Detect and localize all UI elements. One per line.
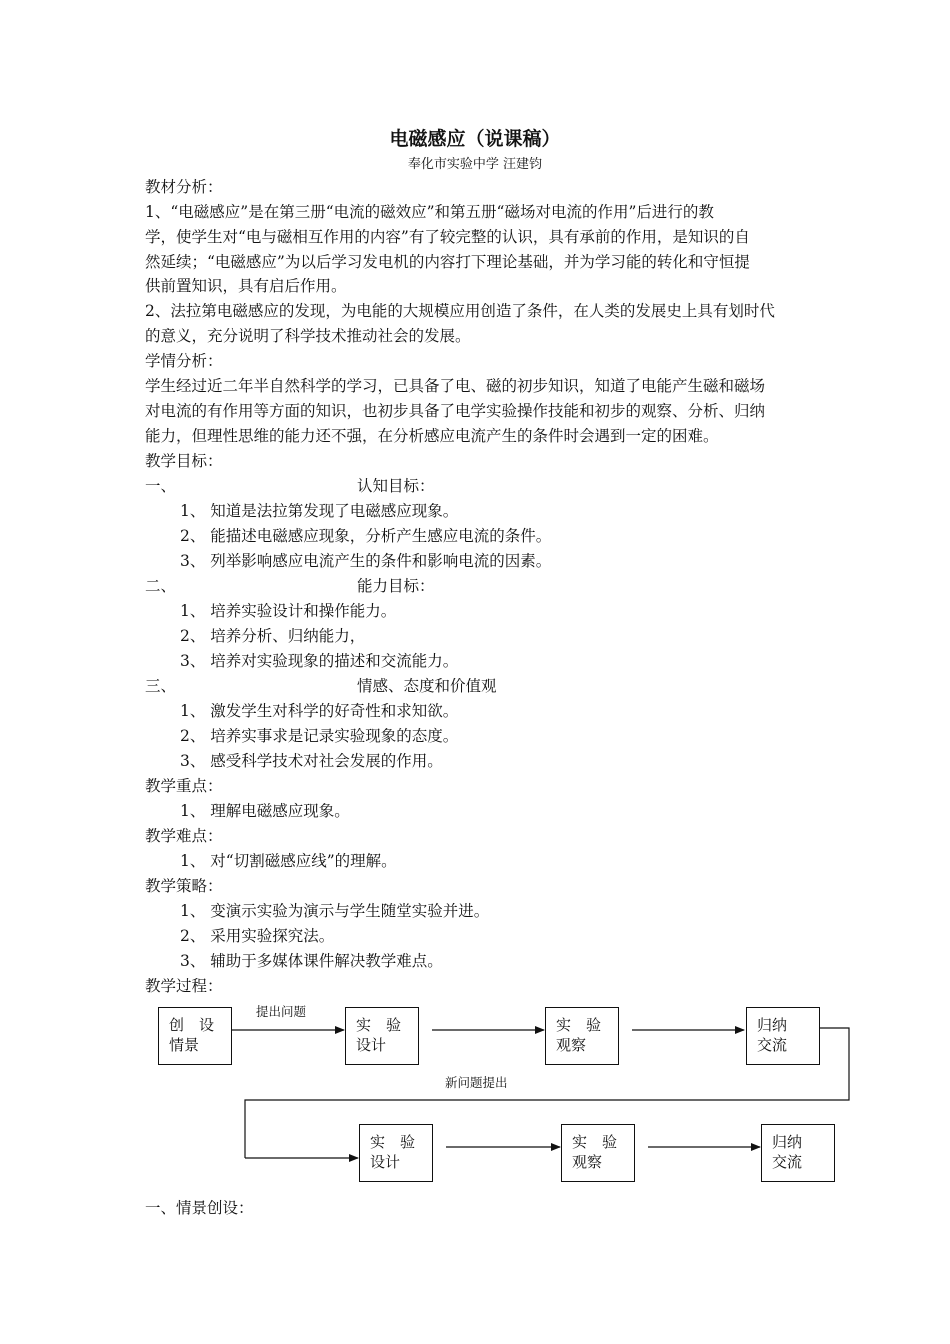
section-heading-students: 学情分析：	[145, 352, 223, 370]
paragraph-line: 2、法拉第电磁感应的发现，为电能的大规模应用创造了条件，在人类的发展史上具有划时代	[145, 302, 775, 320]
paragraph-line: 供前置知识，具有启后作用。	[145, 277, 347, 295]
flow-box-line: 实 验	[370, 1133, 416, 1151]
section-heading-analysis: 教材分析：	[145, 178, 223, 196]
flow-box-line: 交流	[757, 1036, 788, 1054]
section-heading-goals: 教学目标：	[145, 452, 223, 470]
list-item: 1、 激发学生对科学的好奇性和求知欲。	[180, 702, 459, 720]
list-item: 2、 采用实验探究法。	[180, 927, 335, 945]
flow-label-question: 提出问题	[256, 1004, 307, 1019]
flow-label-new-question: 新问题提出	[445, 1075, 508, 1090]
flow-box-line: 设计	[370, 1153, 401, 1171]
section-heading-keypoint: 教学重点：	[145, 777, 223, 795]
section-heading-process: 教学过程：	[145, 977, 223, 995]
flow-box-line: 实 验	[356, 1016, 402, 1034]
flow-box-line: 情景	[169, 1036, 200, 1054]
section-heading-strategy: 教学策略：	[145, 877, 223, 895]
paragraph-line: 学生经过近二年半自然科学的学习，已具备了电、磁的初步知识，知道了电能产生磁和磁场	[145, 377, 766, 395]
flow-box-line: 实 验	[556, 1016, 602, 1034]
flow-box-line: 交流	[772, 1153, 803, 1171]
flow-box-line: 归纳	[772, 1133, 803, 1151]
list-item: 3、 列举影响感应电流产生的条件和影响电流的因素。	[180, 552, 552, 570]
flow-box-experiment-design-2	[359, 1124, 433, 1182]
goal-group-title: 情感、态度和价值观	[357, 677, 497, 695]
list-item: 2、 能描述电磁感应现象，分析产生感应电流的条件。	[180, 527, 552, 545]
page-title: 电磁感应（说课稿）	[389, 128, 561, 150]
flow-box-experiment-observe-2	[561, 1124, 635, 1182]
list-item: 3、 培养对实验现象的描述和交流能力。	[180, 652, 459, 670]
list-item: 1、 对“切割磁感应线”的理解。	[180, 852, 397, 870]
flow-box-line: 设计	[356, 1036, 387, 1054]
goal-group-title: 能力目标：	[357, 577, 435, 595]
section-heading-difficulty: 教学难点：	[145, 827, 223, 845]
paragraph-line: 对电流的有作用等方面的知识，也初步具备了电学实验操作技能和初步的观察、分析、归纳	[145, 402, 766, 420]
list-item: 3、 感受科学技术对社会发展的作用。	[180, 752, 443, 770]
flow-box-line: 观察	[556, 1036, 587, 1054]
flow-box-experiment-design	[345, 1007, 419, 1065]
paragraph-line: 1、“电磁感应”是在第三册“电流的磁效应”和第五册“磁场对电流的作用”后进行的教	[145, 203, 714, 221]
flow-box-line: 创 设	[169, 1016, 215, 1034]
list-item: 1、 培养实验设计和操作能力。	[180, 602, 397, 620]
list-item: 3、 辅助于多媒体课件解决教学难点。	[180, 952, 443, 970]
list-item: 1、 变演示实验为演示与学生随堂实验并进。	[180, 902, 490, 920]
goal-group-title: 认知目标：	[357, 477, 435, 495]
flow-box-line: 观察	[572, 1153, 603, 1171]
author-line: 奉化市实验中学 汪建钧	[407, 157, 543, 172]
flow-box-scenario	[158, 1007, 232, 1065]
paragraph-line: 学，使学生对“电与磁相互作用的内容”有了较完整的认识，具有承前的作用，是知识的自	[145, 228, 750, 246]
list-item: 2、 培养分析、归纳能力，	[180, 627, 366, 645]
flow-box-summarize-2	[761, 1124, 835, 1182]
flow-box-line: 归纳	[757, 1016, 788, 1034]
flow-box-experiment-observe	[545, 1007, 619, 1065]
section-heading-scenario: 一、情景创设：	[145, 1199, 254, 1217]
goal-group-number: 三、	[145, 677, 177, 695]
list-item: 1、 理解电磁感应现象。	[180, 802, 350, 820]
paragraph-line: 的意义，充分说明了科学技术推动社会的发展。	[145, 327, 471, 345]
goal-group-number: 二、	[145, 577, 177, 595]
flow-box-summarize	[746, 1007, 820, 1065]
paragraph-line: 能力，但理性思维的能力还不强，在分析感应电流产生的条件时会遇到一定的困难。	[145, 427, 719, 445]
paragraph-line: 然延续；“电磁感应”为以后学习发电机的内容打下理论基础，并为学习能的转化和守恒提	[145, 253, 750, 271]
flow-box-line: 实 验	[572, 1133, 618, 1151]
list-item: 1、 知道是法拉第发现了电磁感应现象。	[180, 502, 459, 520]
list-item: 2、 培养实事求是记录实验现象的态度。	[180, 727, 459, 745]
goal-group-number: 一、	[145, 477, 177, 495]
